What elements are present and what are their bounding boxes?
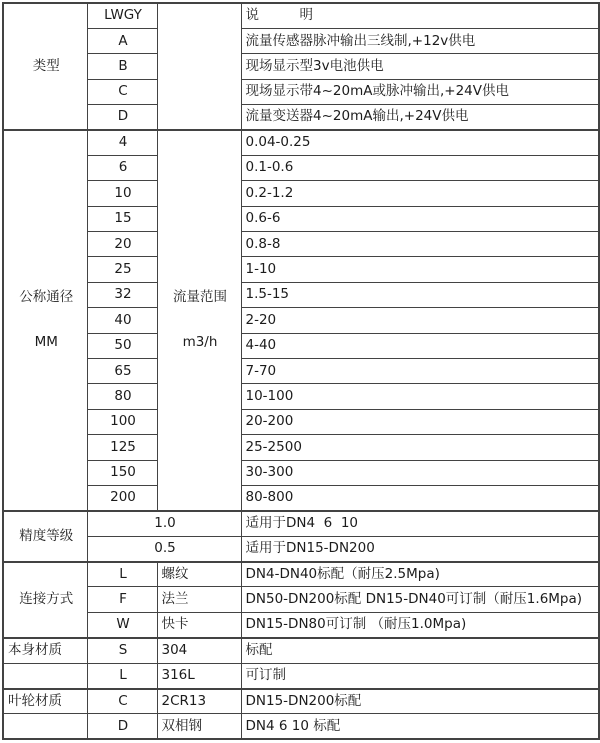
impeller-material-code-cell: C	[87, 689, 157, 714]
impeller-material-section-label: 叶轮材质	[3, 689, 87, 714]
type-desc-cell: 现场显示型3v电池供电	[241, 54, 599, 79]
body-material-section-label: 本身材质	[3, 638, 87, 663]
impeller-material-desc-cell: DN4 6 10 标配	[241, 714, 599, 739]
size-cell: 32	[87, 282, 157, 307]
body-material-code-cell: S	[87, 638, 157, 663]
body-material-desc-cell: 可订制	[241, 663, 599, 688]
range-cell: 7-70	[241, 358, 599, 383]
range-cell: 0.8-8	[241, 232, 599, 257]
connection-code-cell: F	[87, 587, 157, 612]
type-section-label: 类型	[3, 3, 87, 130]
range-cell: 80-800	[241, 485, 599, 510]
accuracy-class-cell: 1.0	[87, 511, 241, 536]
connection-name-cell: 快卡	[157, 612, 241, 637]
size-cell: 150	[87, 460, 157, 485]
accuracy-class-cell: 0.5	[87, 536, 241, 561]
type-code-cell: C	[87, 79, 157, 104]
connection-desc-cell: DN4-DN40标配（耐压2.5Mpa)	[241, 562, 599, 587]
size-cell: 40	[87, 308, 157, 333]
size-cell: 50	[87, 333, 157, 358]
body-material-empty-label	[3, 663, 87, 688]
flow-range-label-line2: m3/h	[182, 334, 218, 351]
type-code-cell: D	[87, 105, 157, 130]
range-cell: 20-200	[241, 409, 599, 434]
connection-name-cell: 法兰	[157, 587, 241, 612]
diameter-section-label	[3, 130, 87, 511]
body-material-code-cell: L	[87, 663, 157, 688]
impeller-material-code-cell: D	[87, 714, 157, 739]
range-cell: 4-40	[241, 333, 599, 358]
diameter-label-line1: 公称通径	[19, 289, 74, 306]
range-cell: 0.04-0.25	[241, 130, 599, 155]
impeller-material-desc-cell: DN15-DN200标配	[241, 689, 599, 714]
size-cell: 6	[87, 155, 157, 180]
diameter-label-line2: MM	[34, 334, 58, 351]
type-desc-cell: 现场显示带4~20mA或脉冲输出,+24V供电	[241, 79, 599, 104]
accuracy-desc-cell: 适用于DN4 6 10	[241, 511, 599, 536]
size-cell: 65	[87, 358, 157, 383]
size-cell: 200	[87, 485, 157, 510]
range-cell: 30-300	[241, 460, 599, 485]
size-cell: 100	[87, 409, 157, 434]
body-material-desc-cell: 标配	[241, 638, 599, 663]
range-cell: 2-20	[241, 308, 599, 333]
range-cell: 0.2-1.2	[241, 181, 599, 206]
flow-meter-spec-table	[2, 2, 600, 740]
connection-desc-cell: DN50-DN200标配 DN15-DN40可订制（耐压1.6Mpa)	[241, 587, 599, 612]
impeller-material-empty-label	[3, 714, 87, 739]
connection-desc-cell: DN15-DN80可订制 （耐压1.0Mpa)	[241, 612, 599, 637]
size-cell: 25	[87, 257, 157, 282]
body-material-name-cell: 316L	[157, 663, 241, 688]
type-desc-cell: 流量传感器脉冲输出三线制,+12v供电	[241, 28, 599, 53]
connection-section-label: 连接方式	[3, 562, 87, 638]
range-cell: 1-10	[241, 257, 599, 282]
connection-code-cell: L	[87, 562, 157, 587]
flow-range-label-line1: 流量范围	[173, 289, 227, 306]
range-cell: 0.6-6	[241, 206, 599, 231]
description-header: 说 明	[241, 3, 599, 28]
body-material-name-cell: 304	[157, 638, 241, 663]
accuracy-section-label: 精度等级	[3, 511, 87, 562]
connection-code-cell: W	[87, 612, 157, 637]
accuracy-desc-cell: 适用于DN15-DN200	[241, 536, 599, 561]
type-code-cell: A	[87, 28, 157, 53]
model-code-header: LWGY	[87, 3, 157, 28]
connection-name-cell: 螺纹	[157, 562, 241, 587]
type-empty-cell	[157, 3, 241, 130]
size-cell: 20	[87, 232, 157, 257]
flow-range-header	[157, 130, 241, 511]
size-cell: 125	[87, 435, 157, 460]
size-cell: 10	[87, 181, 157, 206]
impeller-material-name-cell: 2CR13	[157, 689, 241, 714]
range-cell: 10-100	[241, 384, 599, 409]
range-cell: 0.1-0.6	[241, 155, 599, 180]
size-cell: 80	[87, 384, 157, 409]
impeller-material-name-cell: 双相钢	[157, 714, 241, 739]
type-code-cell: B	[87, 54, 157, 79]
range-cell: 1.5-15	[241, 282, 599, 307]
size-cell: 15	[87, 206, 157, 231]
size-cell: 4	[87, 130, 157, 155]
type-desc-cell: 流量变送器4~20mA输出,+24V供电	[241, 105, 599, 130]
range-cell: 25-2500	[241, 435, 599, 460]
